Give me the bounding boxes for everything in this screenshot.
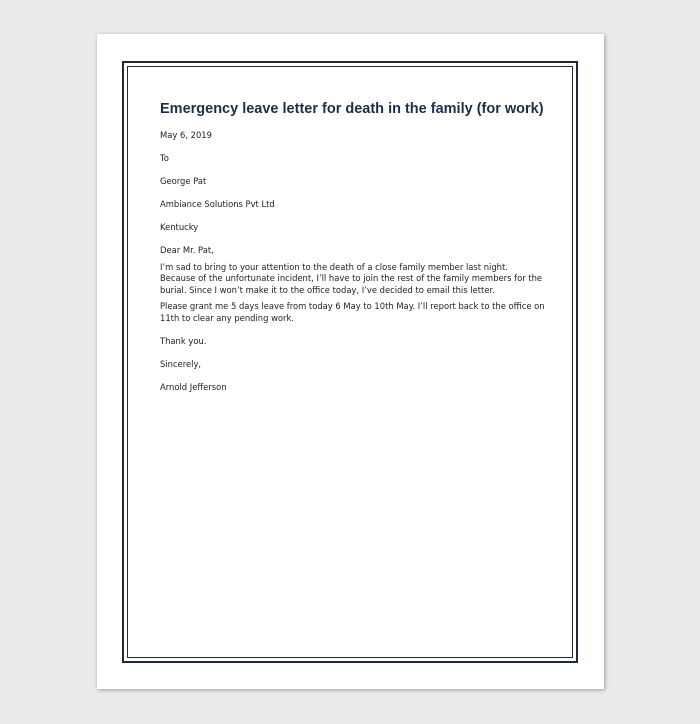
recipient-company: Ambiance Solutions Pvt Ltd — [160, 199, 275, 209]
closing-line: Sincerely, — [160, 358, 202, 369]
body-paragraph-2: Please grant me 5 days leave from today 6 May to 10th May. I’ll report back to the office on 11th to clear any pending work. — [160, 301, 545, 323]
letter-date: May 6, 2019 — [160, 130, 212, 140]
recipient-name: George Pat — [160, 176, 207, 186]
document-page — [97, 34, 604, 689]
signature-name: Arnold Jefferson — [160, 381, 227, 392]
to-label: To — [160, 153, 169, 163]
letter-body — [160, 101, 545, 405]
salutation: Dear Mr. Pat, — [160, 245, 214, 255]
body-paragraph-1: I’m sad to bring to your attention to the death of a close family member last night. Because of the unfortunate incident, I’ll have to join the rest of the family members for the burial. Since I won’t make it to the office today, I’ve decided to email this letter. — [160, 261, 543, 295]
letter-title: Emergency leave letter for death in the family (for work) — [160, 101, 544, 117]
thank-you-line: Thank you. — [160, 335, 207, 346]
recipient-location: Kentucky — [160, 222, 199, 232]
